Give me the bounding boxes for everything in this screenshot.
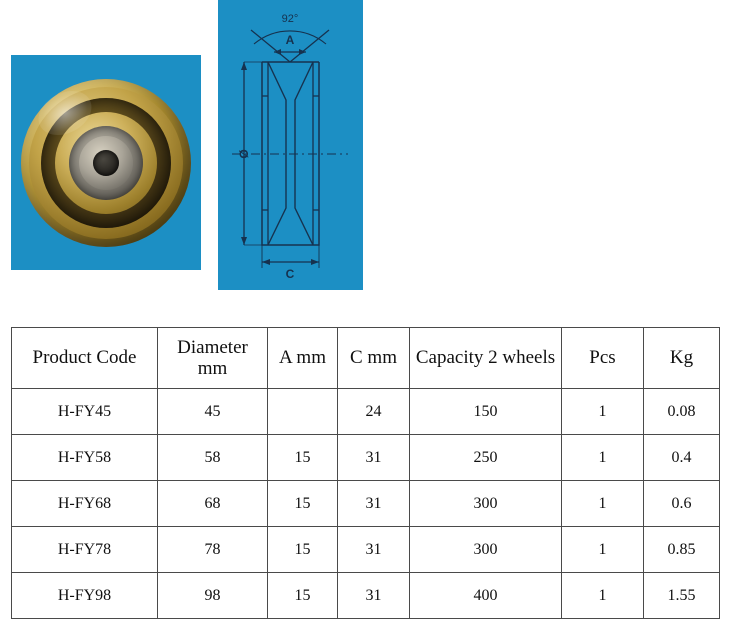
cell-kg: 0.85	[644, 527, 720, 573]
cell-kg: 1.55	[644, 573, 720, 619]
column-header-pcs: Pcs	[562, 328, 644, 389]
cell-a-mm: 15	[268, 527, 338, 573]
cell-capacity: 400	[410, 573, 562, 619]
table-row	[12, 435, 720, 481]
angle-label: 92°	[281, 13, 299, 25]
table-row	[12, 573, 720, 619]
column-header-c-mm: C mm	[338, 328, 410, 389]
wheel-photo-graphic	[21, 79, 191, 247]
cell-c-mm: 31	[338, 527, 410, 573]
image-row	[0, 0, 730, 300]
cell-c-mm: 24	[338, 389, 410, 435]
column-header-kg: Kg	[644, 328, 720, 389]
cell-product-code: H-FY45	[12, 389, 158, 435]
dim-c-label: C	[285, 267, 295, 281]
cell-diameter: 68	[158, 481, 268, 527]
spec-table-wrapper	[11, 327, 719, 619]
table-header-row	[12, 328, 720, 389]
cell-diameter: 58	[158, 435, 268, 481]
cell-capacity: 300	[410, 527, 562, 573]
wheel-bore	[93, 150, 119, 176]
product-photo	[11, 55, 201, 270]
table-row	[12, 389, 720, 435]
cell-product-code: H-FY78	[12, 527, 158, 573]
cell-pcs: 1	[562, 527, 644, 573]
cell-pcs: 1	[562, 573, 644, 619]
cell-product-code: H-FY58	[12, 435, 158, 481]
drawing-svg	[218, 0, 363, 290]
table-row	[12, 527, 720, 573]
table-row	[12, 481, 720, 527]
cell-a-mm: 15	[268, 573, 338, 619]
cell-c-mm: 31	[338, 573, 410, 619]
cell-pcs: 1	[562, 481, 644, 527]
spec-table	[11, 327, 720, 619]
cell-diameter: 98	[158, 573, 268, 619]
cell-c-mm: 31	[338, 481, 410, 527]
cell-c-mm: 31	[338, 435, 410, 481]
column-header-diameter: Diameter mm	[158, 328, 268, 389]
cell-kg: 0.6	[644, 481, 720, 527]
column-header-a-mm: A mm	[268, 328, 338, 389]
column-header-capacity: Capacity 2 wheels	[410, 328, 562, 389]
cell-capacity: 300	[410, 481, 562, 527]
cell-a-mm	[268, 389, 338, 435]
cell-diameter: 78	[158, 527, 268, 573]
cell-product-code: H-FY98	[12, 573, 158, 619]
cell-a-mm: 15	[268, 481, 338, 527]
cell-capacity: 150	[410, 389, 562, 435]
column-header-product-code: Product Code	[12, 328, 158, 389]
cell-product-code: H-FY68	[12, 481, 158, 527]
dim-diameter-label: Ø	[237, 149, 251, 159]
cell-capacity: 250	[410, 435, 562, 481]
cell-kg: 0.4	[644, 435, 720, 481]
cell-a-mm: 15	[268, 435, 338, 481]
cell-pcs: 1	[562, 389, 644, 435]
technical-drawing	[218, 0, 363, 290]
cell-kg: 0.08	[644, 389, 720, 435]
cell-diameter: 45	[158, 389, 268, 435]
cell-pcs: 1	[562, 435, 644, 481]
dim-a-label: A	[285, 33, 295, 47]
